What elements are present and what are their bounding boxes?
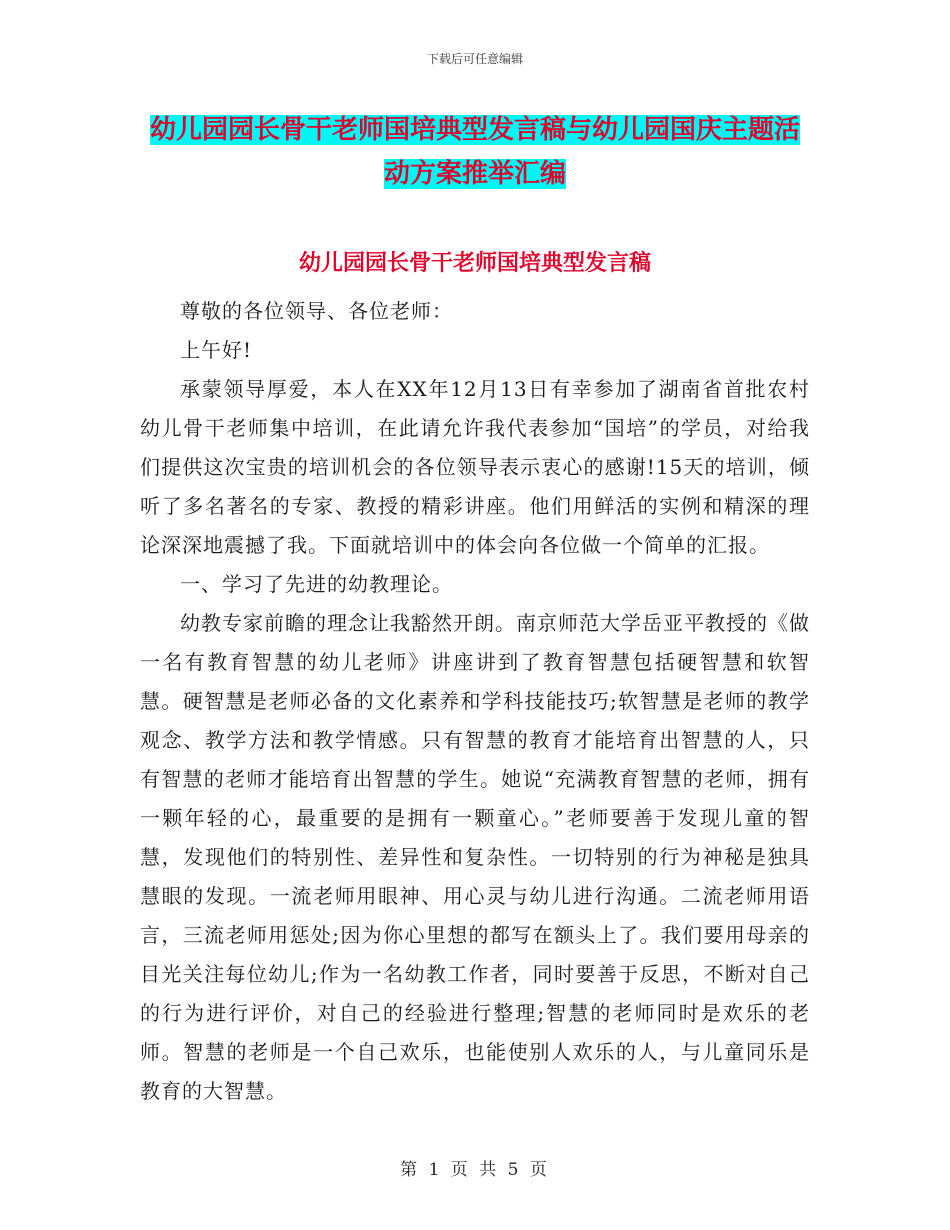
paragraph-theory: 幼教专家前瞻的理念让我豁然开朗。南京师范大学岳亚平教授的《做一名有教育智慧的幼儿老师》讲座讲到了教育智慧包括硬智慧和软智慧。硬智慧是老师必备的文化素养和学科技能技巧;软智慧是老师的教学观念、教学方法和教学情感。只有智慧的教育才能培育出智慧的人，只有智慧的老师才能培育出智慧的学生。她说“充满教育智慧的老师，拥有一颗年轻的心，最重要的是拥有一颗童心。”老师要善于发现儿童的智慧，发现他们的特别性、差异性和复杂性。一切特别的行为神秘是独具慧眼的发现。一流老师用眼神、用心灵与幼儿进行沟通。二流老师用语言，三流老师用惩处;因为你心里想的都写在额头上了。我们要用母亲的目光关注每位幼儿;作为一名幼教工作者，同时要善于反思，不断对自己的行为进行评价，对自己的经验进行整理;智慧的老师同时是欢乐的老师。智慧的老师是一个自己欢乐，也能使别人欢乐的人，与儿童同乐是教育的大智慧。 [140, 611, 810, 1103]
paragraph-heading-one: 一、学习了先进的幼教理论。 [180, 572, 453, 596]
page-footer-number: 第 1 页 共 5 页 [400, 1160, 550, 1180]
page-header-note: 下载后可任意编辑 [426, 52, 523, 66]
paragraph-greeting: 上午好! [180, 338, 253, 362]
document-title-text: 幼儿园园长骨干老师国培典型发言稿与幼儿园国庆主题活动方案推举汇编 [149, 115, 800, 189]
paragraph-salutation: 尊敬的各位领导、各位老师： [180, 299, 453, 323]
section-title: 幼儿园园长骨干老师国培典型发言稿 [298, 251, 651, 276]
paragraph-intro: 承蒙领导厚爱，本人在XX年12月13日有幸参加了湖南省首批农村幼儿骨干老师集中培训，在此请允许我代表参加“国培”的学员，对给我们提供这次宝贵的培训机会的各位领导表示衷心的感谢!15天的培训，倾听了多名著名的专家、教授的精彩讲座。他们用鲜活的实例和精深的理论深深地震撼了我。下面就培训中的体会向各位做一个简单的汇报。 [140, 377, 810, 557]
document-title [140, 108, 810, 196]
document-body [140, 292, 810, 1111]
